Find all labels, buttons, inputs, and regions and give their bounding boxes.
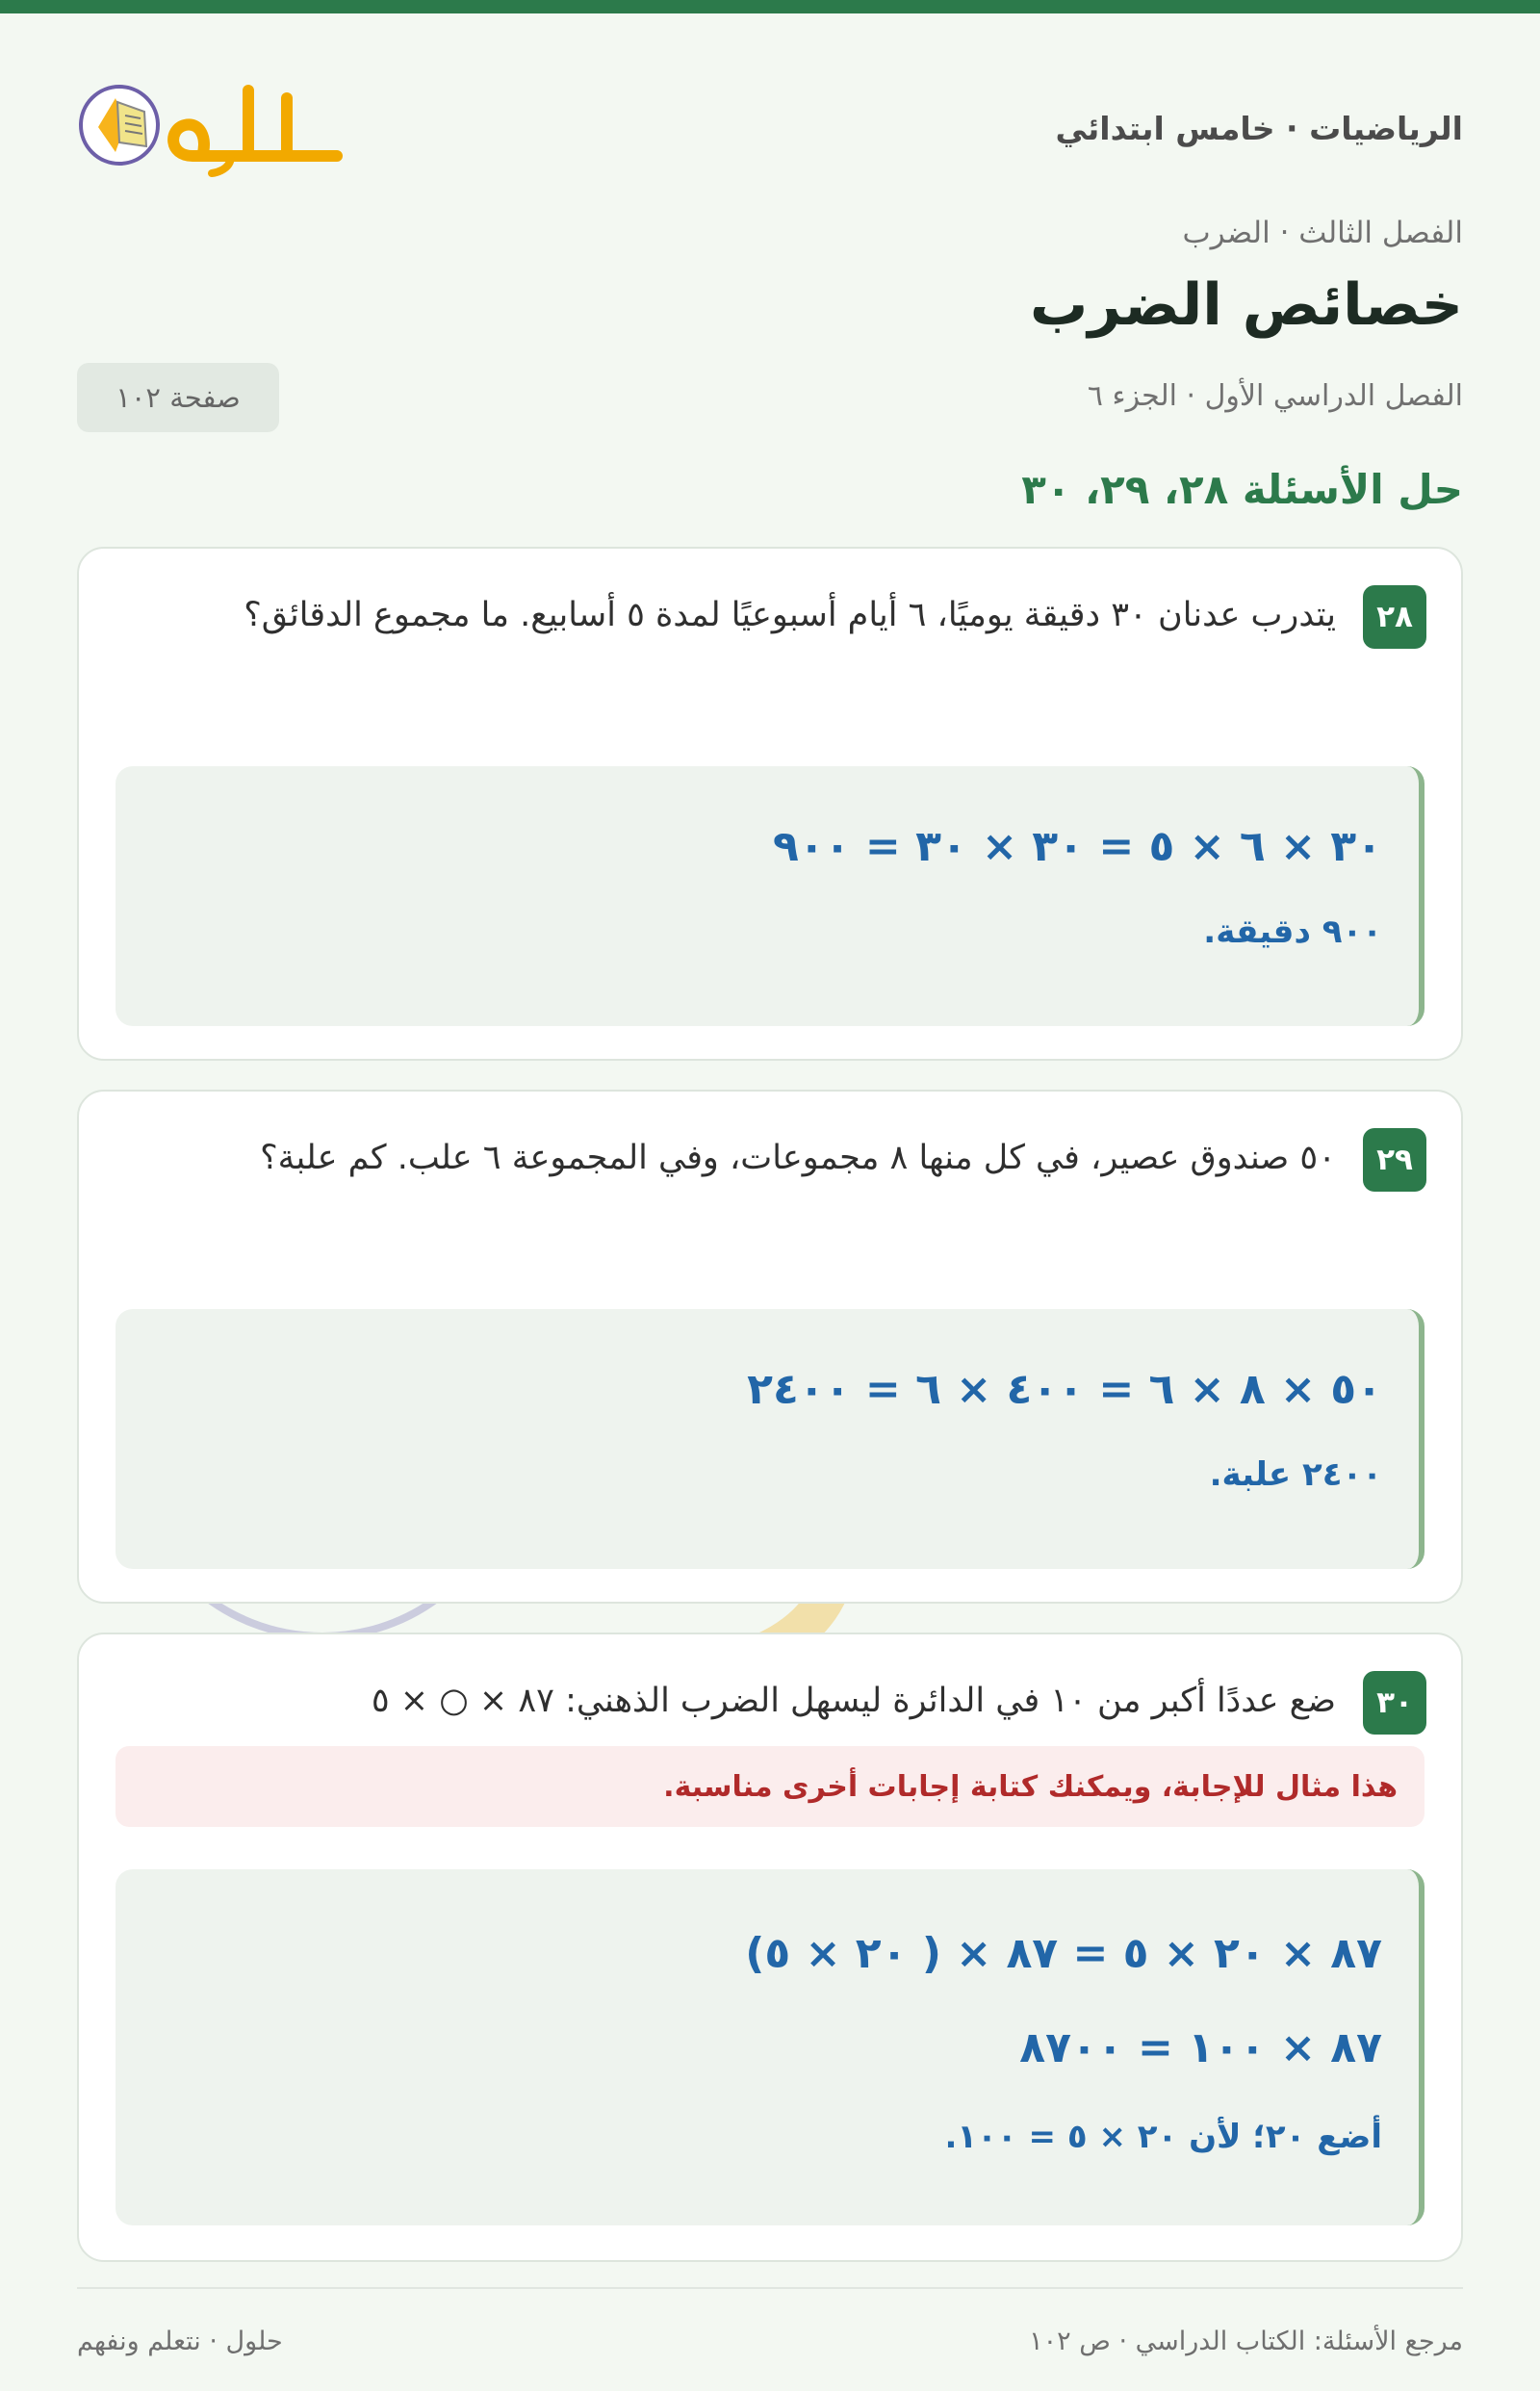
semester-label: الفصل الدراسي الأول · الجزء ٦ (1087, 379, 1463, 413)
question-number: ٢٩ (1363, 1128, 1426, 1192)
footer-reference: مرجع الأسئلة: الكتاب الدراسي · ص ١٠٢ (1029, 2327, 1463, 2356)
solution-box (116, 766, 1424, 1026)
solution-equation: ٨٧ × ١٠٠ = ٨٧٠٠ (1019, 2023, 1382, 2072)
question-text: ٥٠ صندوق عصير، في كل منها ٨ مجموعات، وفي المجموعة ٦ علب. كم علبة؟ (260, 1139, 1336, 1177)
question-number: ٣٠ (1363, 1671, 1426, 1735)
section-heading: حل الأسئلة ٢٨، ٢٩، ٣٠ (1021, 466, 1463, 513)
hulul-logo[interactable] (77, 71, 366, 177)
subject-label: الرياضيات · خامس ابتدائي (1055, 110, 1463, 147)
answer-note: هذا مثال للإجابة، ويمكنك كتابة إجابات أخرى مناسبة. (116, 1746, 1424, 1827)
page-content (77, 13, 1463, 2391)
solution-box (116, 1869, 1424, 2225)
solution-equation: ٨٧ × ٢٠ × ٥ = ٨٧ × ( ٢٠ × ٥) (745, 1929, 1382, 1978)
question-card-29 (77, 1090, 1463, 1604)
breadcrumb: الفصل الثالث · الضرب (1182, 216, 1463, 250)
solution-equation: ٣٠ × ٦ × ٥ = ٣٠ × ٣٠ = ٩٠٠ (772, 822, 1382, 871)
question-number: ٢٨ (1363, 585, 1426, 649)
question-card-28 (77, 547, 1463, 1061)
solution-answer: ٩٠٠ دقيقة. (1203, 913, 1382, 951)
solution-equation: ٥٠ × ٨ × ٦ = ٤٠٠ × ٦ = ٢٤٠٠ (747, 1365, 1382, 1414)
question-text: ضع عددًا أكبر من ١٠ في الدائرة ليسهل الضرب الذهني: ٨٧ × ○ × ٥ (371, 1682, 1336, 1720)
footer-brand: حلول · نتعلم ونفهم (77, 2327, 283, 2356)
solution-answer: ٢٤٠٠ علبة. (1209, 1455, 1382, 1494)
solution-answer: أضع ٢٠؛ لأن ٢٠ × ٥ = ١٠٠. (944, 2118, 1382, 2156)
page-title: خصائص الضرب (1030, 271, 1463, 339)
page-header (77, 71, 1463, 177)
question-text: يتدرب عدنان ٣٠ دقيقة يوميًا، ٦ أيام أسبوعيًا لمدة ٥ أسابيع. ما مجموع الدقائق؟ (244, 596, 1336, 634)
question-card-30 (77, 1633, 1463, 2262)
top-accent-bar (0, 0, 1540, 13)
page-number-badge: صفحة ١٠٢ (77, 363, 279, 432)
solution-box (116, 1309, 1424, 1569)
footer-divider (77, 2287, 1463, 2289)
